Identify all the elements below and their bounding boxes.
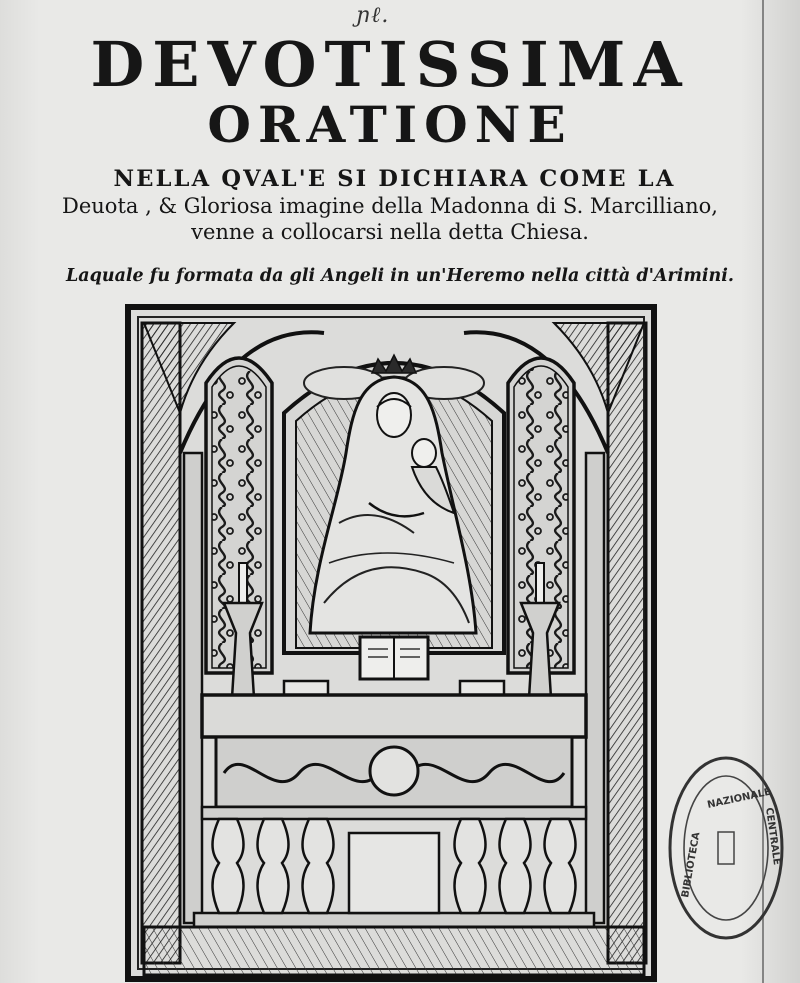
subtitle-line-3: venne a collocarsi nella detta Chiesa. bbox=[191, 220, 589, 244]
title-line-2: ORATIONE bbox=[207, 95, 573, 154]
woodcut-illustration bbox=[124, 303, 664, 983]
library-stamp bbox=[662, 748, 790, 948]
svg-text:BIBLIOTECA: BIBLIOTECA bbox=[680, 831, 703, 899]
subtitle-line-1: NELLA QVAL'E SI DICHIARA COME LA bbox=[113, 166, 676, 192]
italic-note: Laquale fu formata da gli Angeli in un'Heremo nella città d'Arimini. bbox=[65, 266, 735, 286]
title-line-1: DEVOTISSIMA bbox=[90, 28, 690, 101]
svg-text:CENTRALE: CENTRALE bbox=[763, 806, 782, 866]
subtitle-line-2: Deuota , & Gloriosa imagine della Madonna di S. Marcilliano, bbox=[62, 194, 718, 218]
manuscript-mark: ɲℓ. bbox=[356, 3, 390, 28]
svg-text:NAZIONALE: NAZIONALE bbox=[706, 786, 773, 811]
